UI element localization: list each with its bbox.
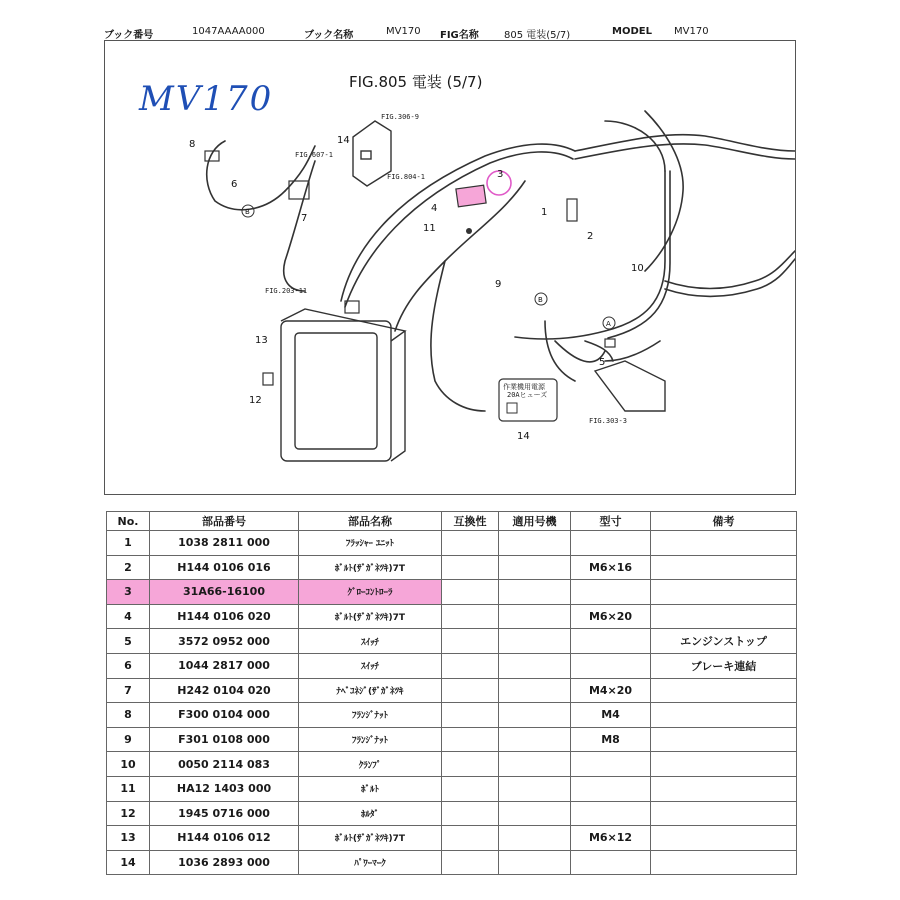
row-note: [651, 850, 797, 875]
row-part-name: ｽｲｯﾁ: [299, 653, 442, 678]
row-size: M4: [571, 703, 651, 728]
row-part-name: ｽｲｯﾁ: [299, 629, 442, 654]
row-compat: [442, 826, 499, 851]
callout-5: 5: [599, 357, 606, 368]
row-part-name: ﾌﾗｯｼｬｰ ﾕﾆｯﾄ: [299, 531, 442, 556]
row-applicable: [499, 776, 571, 801]
callout-14-top: 14: [337, 135, 350, 146]
row-note: [651, 678, 797, 703]
row-no: 5: [107, 629, 150, 654]
row-part-no: 3572 0952 000: [150, 629, 299, 654]
row-part-no: H144 0106 020: [150, 604, 299, 629]
inset-label-2: 20Aヒューズ: [507, 391, 548, 399]
callout-7: 7: [301, 213, 308, 224]
harness-top-right: [575, 135, 795, 151]
table-row: [107, 850, 797, 875]
harness-drop: [431, 261, 485, 411]
row-compat: [442, 678, 499, 703]
row-applicable: [499, 629, 571, 654]
row-no: 1: [107, 531, 150, 556]
row-no: 13: [107, 826, 150, 851]
row-no: 2: [107, 555, 150, 580]
row-part-no: 1945 0716 000: [150, 801, 299, 826]
svg-text:B: B: [538, 296, 543, 304]
callout-8: 8: [189, 139, 196, 150]
row-compat: [442, 727, 499, 752]
row-part-no: F300 0104 000: [150, 703, 299, 728]
fig-name-value: 805 電装(5/7): [504, 30, 571, 41]
row-part-name: ﾎﾙﾀﾞ: [299, 801, 442, 826]
row-no: 7: [107, 678, 150, 703]
table-header-row: [107, 512, 797, 531]
row-part-name: ﾎﾞﾙﾄ(ｻﾞｶﾞﾈﾂｷ)7T: [299, 555, 442, 580]
row-note: [651, 580, 797, 605]
col-no: No.: [107, 512, 150, 531]
row-applicable: [499, 727, 571, 752]
row-compat: [442, 604, 499, 629]
book-no-label: ブック番号: [104, 30, 154, 41]
row-applicable: [499, 604, 571, 629]
row-no: 14: [107, 850, 150, 875]
row-applicable: [499, 531, 571, 556]
row-no: 10: [107, 752, 150, 777]
callout-10: 10: [631, 263, 644, 274]
row-note: ブレーキ連結: [651, 653, 797, 678]
row-part-no: 1036 2893 000: [150, 850, 299, 875]
row-note: [651, 531, 797, 556]
row-applicable: [499, 826, 571, 851]
row-note: [651, 826, 797, 851]
ref-fig-303-3: FIG.303-3: [589, 417, 627, 425]
book-name-label: ブック名称: [304, 30, 354, 41]
callout-9: 9: [495, 279, 502, 290]
table-row: [107, 580, 797, 605]
table-row: [107, 653, 797, 678]
row-applicable: [499, 678, 571, 703]
row-part-no: HA12 1403 000: [150, 776, 299, 801]
table-row: [107, 801, 797, 826]
row-compat: [442, 580, 499, 605]
table-row: [107, 555, 797, 580]
table-row: [107, 776, 797, 801]
row-compat: [442, 555, 499, 580]
row-note: [651, 703, 797, 728]
row-size: [571, 850, 651, 875]
table-row: [107, 826, 797, 851]
row-compat: [442, 752, 499, 777]
table-row: [107, 604, 797, 629]
table-row: [107, 531, 797, 556]
row-part-name: ﾎﾞﾙﾄ(ｻﾞｶﾞﾈﾂｷ)7T: [299, 826, 442, 851]
ref-fig-804-1: FIG.804-1: [387, 173, 425, 181]
row-no: 3: [107, 580, 150, 605]
col-size: 型寸: [571, 512, 651, 531]
row-applicable: [499, 801, 571, 826]
callout-4: 4: [431, 203, 438, 214]
row-size: M4×20: [571, 678, 651, 703]
row-compat: [442, 531, 499, 556]
row-part-no: 1044 2817 000: [150, 653, 299, 678]
radiator-shroud: [281, 321, 391, 461]
row-compat: [442, 703, 499, 728]
row-size: [571, 653, 651, 678]
row-part-name: ﾅﾍﾞｺﾈｼﾞ(ｻﾞｶﾞﾈﾂｷ: [299, 678, 442, 703]
model-label: MODEL: [612, 26, 652, 37]
row-part-no: 0050 2114 083: [150, 752, 299, 777]
row-size: [571, 801, 651, 826]
row-compat: [442, 653, 499, 678]
row-no: 6: [107, 653, 150, 678]
row-applicable: [499, 850, 571, 875]
row-note: [651, 801, 797, 826]
row-size: M6×12: [571, 826, 651, 851]
row-size: [571, 580, 651, 605]
parts-table: [106, 511, 797, 875]
row-no: 11: [107, 776, 150, 801]
row-applicable: [499, 555, 571, 580]
row-note: エンジンストップ: [651, 629, 797, 654]
fig-name-label: FIG名称: [440, 30, 479, 41]
inset-label-1: 作業機用電源: [503, 383, 545, 391]
col-compat: 互換性: [442, 512, 499, 531]
table-row: [107, 678, 797, 703]
row-part-name: ﾊﾟﾜｰﾏｰｸ: [299, 850, 442, 875]
callout-11: 11: [423, 223, 436, 234]
ref-fig-607-1: FIG.607-1: [295, 151, 333, 159]
row-compat: [442, 776, 499, 801]
table-row: [107, 629, 797, 654]
callout-1: 1: [541, 207, 548, 218]
parts-diagram: [104, 40, 796, 495]
row-no: 12: [107, 801, 150, 826]
handwritten-model-note: MV170: [139, 79, 274, 119]
book-no-value: 1047AAAA000: [192, 26, 265, 37]
table-row: [107, 752, 797, 777]
bracket-lower-right: [595, 361, 665, 411]
row-applicable: [499, 703, 571, 728]
bracket-14: [353, 121, 391, 186]
row-compat: [442, 801, 499, 826]
row-compat: [442, 850, 499, 875]
harness-center-lower: [515, 171, 665, 339]
row-part-name: ﾎﾞﾙﾄ(ｻﾞｶﾞﾈﾂｷ)7T: [299, 604, 442, 629]
row-applicable: [499, 752, 571, 777]
row-part-name: ﾌﾗﾝｼﾞﾅｯﾄ: [299, 727, 442, 752]
row-size: [571, 629, 651, 654]
figure-title: FIG.805 電装 (5/7): [349, 73, 483, 91]
callout-6: 6: [231, 179, 238, 190]
model-value: MV170: [674, 26, 709, 37]
table-row: [107, 703, 797, 728]
ref-fig-306-9: FIG.306-9: [381, 113, 419, 121]
row-applicable: [499, 653, 571, 678]
row-note: [651, 604, 797, 629]
callout-13: 13: [255, 335, 268, 346]
row-note: [651, 752, 797, 777]
col-applicable: 適用号機: [499, 512, 571, 531]
row-part-no: F301 0108 000: [150, 727, 299, 752]
col-part-name: 部品名称: [299, 512, 442, 531]
row-part-no: 1038 2811 000: [150, 531, 299, 556]
row-note: [651, 776, 797, 801]
callout-3: 3: [497, 169, 504, 180]
svg-text:A: A: [606, 320, 611, 328]
ref-fig-203-11: FIG.203-11: [265, 287, 308, 295]
row-size: [571, 776, 651, 801]
table-body: [107, 531, 797, 875]
row-no: 8: [107, 703, 150, 728]
row-no: 9: [107, 727, 150, 752]
row-size: [571, 752, 651, 777]
harness-main-left: [341, 144, 575, 301]
row-part-no: H242 0104 020: [150, 678, 299, 703]
row-part-name: ｸﾞﾛｰｺﾝﾄﾛｰﾗ: [299, 580, 442, 605]
row-part-no: H144 0106 012: [150, 826, 299, 851]
row-size: M8: [571, 727, 651, 752]
row-note: [651, 727, 797, 752]
harness-right-lower: [665, 251, 795, 289]
row-no: 4: [107, 604, 150, 629]
row-note: [651, 555, 797, 580]
row-part-no: 31A66-16100: [150, 580, 299, 605]
col-part-no: 部品番号: [150, 512, 299, 531]
col-note: 備考: [651, 512, 797, 531]
table-row: [107, 727, 797, 752]
document-header: [104, 26, 804, 40]
row-part-name: ﾌﾗﾝｼﾞﾅｯﾄ: [299, 703, 442, 728]
row-applicable: [499, 580, 571, 605]
row-part-no: H144 0106 016: [150, 555, 299, 580]
svg-text:B: B: [245, 208, 250, 216]
row-part-name: ｸﾗﾝﾌﾟ: [299, 752, 442, 777]
callout-12: 12: [249, 395, 262, 406]
row-size: M6×16: [571, 555, 651, 580]
callout-14-inset: 14: [517, 431, 530, 442]
row-size: M6×20: [571, 604, 651, 629]
glow-controller-part: [456, 185, 486, 207]
book-name-value: MV170: [386, 26, 421, 37]
row-size: [571, 531, 651, 556]
row-compat: [442, 629, 499, 654]
row-part-name: ﾎﾞﾙﾄ: [299, 776, 442, 801]
callout-2: 2: [587, 231, 594, 242]
